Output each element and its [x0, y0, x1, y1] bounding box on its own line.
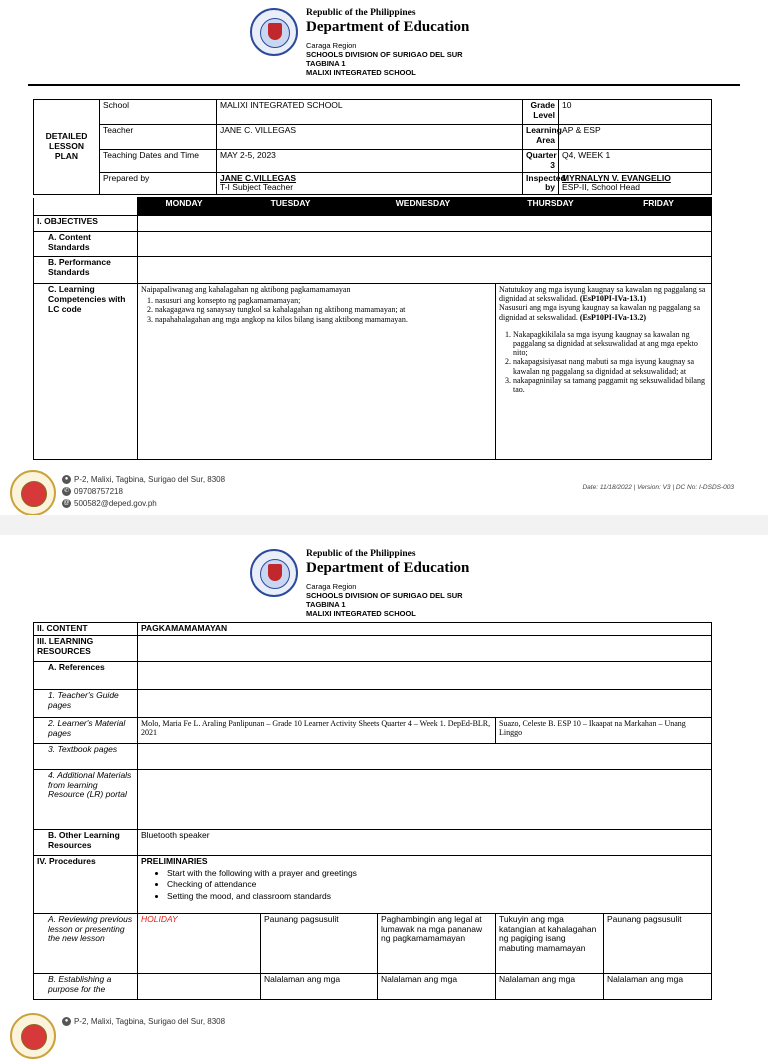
preliminaries-title: PRELIMINARIES [141, 855, 208, 866]
list-item: • Start with the following with a prayer and greetings [167, 869, 708, 879]
objectives-heading: I. OBJECTIVES [34, 216, 138, 232]
prepared-role: T-I Subject Teacher [220, 182, 294, 193]
resources-label: III. LEARNING RESOURCES [34, 635, 138, 661]
deped-seal-icon [250, 8, 298, 56]
header-division: SCHOOLS DIVISION OF SURIGAO DEL SUR [306, 50, 463, 59]
footer-email: 500582@deped.gov.ph [74, 499, 157, 508]
email-icon: @ [63, 500, 70, 507]
list-item: 1. Nakapagkikilala sa mga isyung kaugnay sa kawalan ng paggalang sa dignidad at seksuwalidad at ang mga epekto nito; [513, 330, 708, 358]
header-division: SCHOOLS DIVISION OF SURIGAO DEL SUR [306, 591, 463, 600]
school-value: MALIXI INTEGRATED SCHOOL [217, 100, 523, 125]
footer-phone: 09708757218 [74, 487, 123, 496]
review-tuesday: Paunang pagsusulit [261, 913, 378, 973]
list-item: 2. nakagagawa ng sanaysay tungkol sa kahalagahan ng aktibong mamamayan; at [155, 305, 492, 314]
review-label: A. Reviewing previous lesson or presenting the new lesson [34, 913, 138, 973]
review-wednesday: Paghambingin ang legal at lumawak na mga pananaw ng pagkamamamayan [378, 913, 496, 973]
list-item: 3. nakapagninilay sa tamang paggamit ng seksuwalidad bilang tao. [513, 376, 708, 394]
competency-code-1: (EsP10PI-IVa-13.1) [579, 294, 647, 304]
content-value: PAGKAMAMAMAYAN [138, 623, 712, 636]
competencies-right [496, 284, 712, 460]
page-separator [0, 515, 768, 535]
purpose-friday: Nalalaman ang mga [604, 973, 712, 999]
inspected-name: MYRNALYN V. EVANGELIO [562, 172, 671, 183]
dates-label: Teaching Dates and Time [100, 150, 217, 173]
prepared-cell [217, 172, 523, 195]
header-school: MALIXI INTEGRATED SCHOOL [306, 609, 416, 618]
header-region: Caraga Region [306, 41, 357, 50]
purpose-wednesday: Nalalaman ang mga [378, 973, 496, 999]
competencies-left-intro: Naipapaliwanag ang kahalagahan ng aktibong pagkamamamayan [141, 285, 351, 294]
textbook-label: 3. Textbook pages [34, 743, 138, 769]
deped-header [250, 6, 550, 84]
prepared-label: Prepared by [100, 172, 217, 195]
header-divider [28, 84, 740, 86]
header-department: Department of Education [306, 19, 470, 35]
header-republic: Republic of the Philippines [306, 549, 416, 559]
school-label: School [100, 100, 217, 125]
additional-materials-label: 4. Additional Materials from learning Resource (LR) portal [34, 769, 138, 829]
review-thursday: Tukuyin ang mga katangian at kahalagahan ng pagiging isang mabuting mamamayan [496, 913, 604, 973]
lm-label: 2. Learner's Material pages [34, 717, 138, 743]
preliminaries-cell [138, 855, 712, 913]
dlp-info-table [33, 99, 712, 195]
tg-label: 1. Teacher's Guide pages [34, 689, 138, 717]
footer-doc-meta: Date: 11/18/2022 | Version: V3 | DC No: I-DSDS-003 [582, 484, 734, 491]
phone-icon: ✆ [63, 488, 70, 495]
list-item: 3. napahahalagahan ang mga angkop na kilos bilang isang aktibong mamamayan. [155, 315, 492, 324]
content-standards-label: A. Content Standards [34, 232, 138, 257]
deped-seal-icon [250, 549, 298, 597]
page-1-footer [10, 470, 760, 520]
location-icon: ● [62, 475, 71, 484]
list-item: 2. nakapagsisiyasat nang mabuti sa mga isyung kaugnay sa kawalan ng paggalang sa dignidad at seksuwalidad; at [513, 357, 708, 375]
performance-standards-label: B. Performance Standards [34, 257, 138, 284]
objectives-table [33, 197, 712, 460]
purpose-tuesday: Nalalaman ang mga [261, 973, 378, 999]
competencies-label: C. Learning Competencies with LC code [34, 284, 138, 460]
dates-value: MAY 2-5, 2023 [217, 150, 523, 173]
lm-right: Suazo, Celeste B. ESP 10 – Ikaapat na Markahan – Unang Linggo [496, 717, 712, 743]
area-label: Learning Area [523, 125, 559, 150]
inspected-role: ESP-II, School Head [562, 182, 640, 193]
footer-address-2: P-2, Malixi, Tagbina, Surigao del Sur, 8308 [74, 1017, 226, 1026]
day-wednesday: WEDNESDAY [351, 198, 496, 216]
header-republic: Republic of the Philippines [306, 8, 416, 18]
deped-header-2 [250, 547, 550, 625]
review-friday: Paunang pagsusulit [604, 913, 712, 973]
area-value: AP & ESP [559, 125, 712, 150]
header-region: Caraga Region [306, 582, 357, 591]
prepared-name: JANE C.VILLEGAS [220, 172, 297, 183]
procedures-label: IV. Procedures [34, 855, 138, 913]
lm-left: Molo, Maria Fe L. Araling Panlipunan – Grade 10 Learner Activity Sheets Quarter 4 – Week 1. DepEd-BLR, 2021 [138, 717, 496, 743]
page-2 [0, 535, 768, 1024]
school-logo-icon [10, 1013, 56, 1059]
content-label: II. CONTENT [34, 623, 138, 636]
teacher-label: Teacher [100, 125, 217, 150]
inspected-label: Inspected by [523, 172, 559, 195]
list-item: • Setting the mood, and classroom standards [167, 892, 708, 902]
purpose-monday [138, 973, 261, 999]
other-resources-value: Bluetooth speaker [138, 829, 712, 855]
other-resources-label: B. Other Learning Resources [34, 829, 138, 855]
day-monday: MONDAY [138, 198, 231, 216]
teacher-value: JANE C. VILLEGAS [217, 125, 523, 150]
header-district: TAGBINA 1 [306, 59, 346, 68]
header-district: TAGBINA 1 [306, 600, 346, 609]
page-1 [0, 0, 768, 515]
review-monday: HOLIDAY [138, 913, 261, 973]
header-school: MALIXI INTEGRATED SCHOOL [306, 68, 416, 77]
resources-table [33, 622, 712, 1000]
header-department: Department of Education [306, 560, 470, 576]
purpose-thursday: Nalalaman ang mga [496, 973, 604, 999]
purpose-label: B. Establishing a purpose for the [34, 973, 138, 999]
quarter-value: Q4, WEEK 1 [559, 150, 712, 173]
grade-label: Grade Level [523, 100, 559, 125]
footer-address: P-2, Malixi, Tagbina, Surigao del Sur, 8308 [74, 475, 226, 484]
list-item: 1. nasusuri ang konsepto ng pagkamamamayan; [155, 296, 492, 305]
list-item: • Checking of attendance [167, 880, 708, 890]
quarter-label: Quarter 3 [523, 150, 559, 173]
day-friday: FRIDAY [606, 198, 712, 216]
competencies-left [138, 284, 496, 460]
inspected-cell [559, 172, 712, 195]
references-label: A. References [34, 661, 138, 689]
school-logo-icon [10, 470, 56, 516]
day-tuesday: TUESDAY [231, 198, 351, 216]
competency-text-2: Nasusuri ang mga isyung kaugnay sa kawalan ng paggalang sa dignidad at sekswalidad. [499, 303, 701, 322]
competency-code-2: (EsP10PI-IVa-13.2) [579, 312, 647, 322]
page-2-footer [10, 1013, 760, 1063]
grade-value: 10 [559, 100, 712, 125]
dlp-title: DETAILED LESSON PLAN [34, 100, 100, 195]
location-icon: ● [62, 1017, 71, 1026]
day-thursday: THURSDAY [496, 198, 606, 216]
competency-text-1: Natutukoy ang mga isyung kaugnay sa kawalan ng paggalang sa dignidad at sekswalidad. [499, 285, 706, 304]
